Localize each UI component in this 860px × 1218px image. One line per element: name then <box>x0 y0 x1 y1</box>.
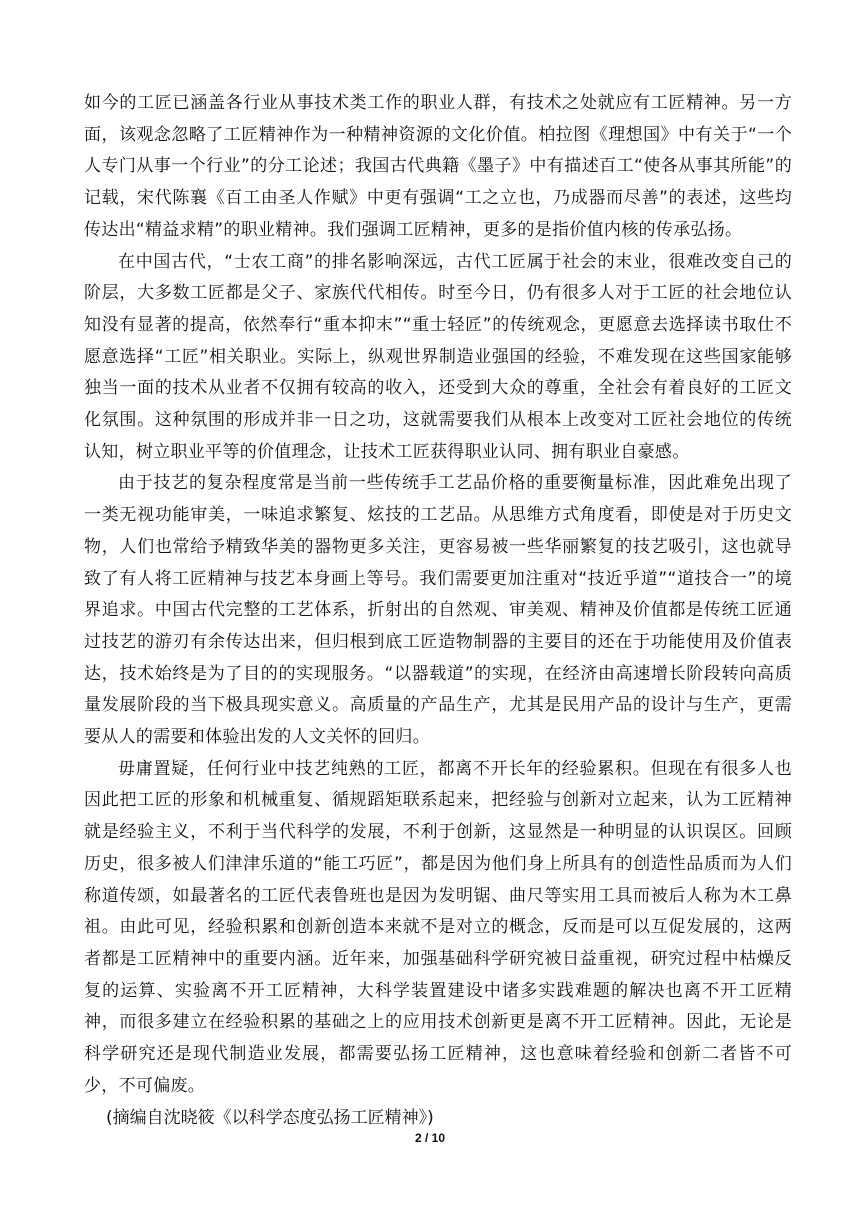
page-number: 2 / 10 <box>414 1131 446 1145</box>
source-citation: (摘编自沈晓筱《以科学态度弘扬工匠精神》) <box>106 1107 434 1128</box>
paragraph-2: 在中国古代，“士农工商”的排名影响深远，古代工匠属于社会的末业，很难改变自己的阶层，大多数工匠都是父子、家族代代相传。时至今日，仍有很多人对于工匠的社会地位认知没有显著的提高，依然奉行“重本抑末”“重士轻匠”的传统观念，更愿意去选择读书取仕不愿意选择“工匠”相关职业。实际上，纵观世界制造业强国的经验，不难发现在这些国家能够独当一面的技术从业者不仅拥有较高的收入，还受到大众的尊重，全社会有着良好的工匠文化氛围。这种氛围的形成并非一日之功，这就需要我们从根本上改变对工匠社会地位的传统认知，树立职业平等的价值理念，让技术工匠获得职业认同、拥有职业自豪感。 <box>84 251 792 462</box>
paragraph-1: 如今的工匠已涵盖各行业从事技术类工作的职业人群，有技术之处就应有工匠精神。另一方面，该观念忽略了工匠精神作为一种精神资源的文化价值。柏拉图《理想国》中有关于“一个人专门从事一个行业”的分工论述；我国古代典籍《墨子》中有描述百工“使各从事其所能”的记载，宋代陈襄《百工由圣人作赋》中更有强调“工之立也，乃成器而尽善”的表述，这些均传达出“精益求精”的职业精神。我们强调工匠精神，更多的是指价值内核的传承弘扬。 <box>84 93 792 240</box>
paragraph-4: 毋庸置疑，任何行业中技艺纯熟的工匠，都离不开长年的经验累积。但现在有很多人也因此把工匠的形象和机械重复、循规蹈矩联系起来，把经验与创新对立起来，认为工匠精神就是经验主义，不利于当代科学的发展，不利于创新，这显然是一种明显的认识误区。回顾历史，很多被人们津津乐道的“能工巧匠”，都是因为他们身上所具有的创造性品质而为人们称道传颂，如最著名的工匠代表鲁班也是因为发明锯、曲尺等实用工具而被后人称为木工鼻祖。由此可见，经验积累和创新创造本来就不是对立的概念，反而是可以互促发展的，这两者都是工匠精神中的重要内涵。近年来，加强基础科学研究被日益重视，研究过程中枯燥反复的运算、实验离不开工匠精神，大科学装置建设中诸多实践难题的解决也离不开工匠精神，而很多建立在经验积累的基础之上的应用技术创新更是离不开工匠精神。因此，无论是科学研究还是现代制造业发展，都需要弘扬工匠精神，这也意味着经验和创新二者皆不可少，不可偏废。 <box>84 758 792 1096</box>
article-body <box>84 88 792 1134</box>
paragraph-3: 由于技艺的复杂程度常是当前一些传统手工艺品价格的重要衡量标准，因此难免出现了一类无视功能审美，一味追求繁复、炫技的工艺品。从思维方式角度看，即使是对于历史文物，人们也常给予精致华美的器物更多关注，更容易被一些华丽繁复的技艺吸引，这也就导致了有人将工匠精神与技艺本身画上等号。我们需要更加注重对“技近乎道”“道技合一”的境界追求。中国古代完整的工艺体系，折射出的自然观、审美观、精神及价值都是传统工匠通过技艺的游刃有余传达出来，但归根到底工匠造物制器的主要目的还在于功能使用及价值表达，技术始终是为了目的的实现服务。“以器载道”的实现，在经济由高速增长阶段转向高质量发展阶段的当下极具现实意义。高质量的产品生产，尤其是民用产品的设计与生产，更需要从人的需要和体验出发的人文关怀的回归。 <box>84 473 792 748</box>
